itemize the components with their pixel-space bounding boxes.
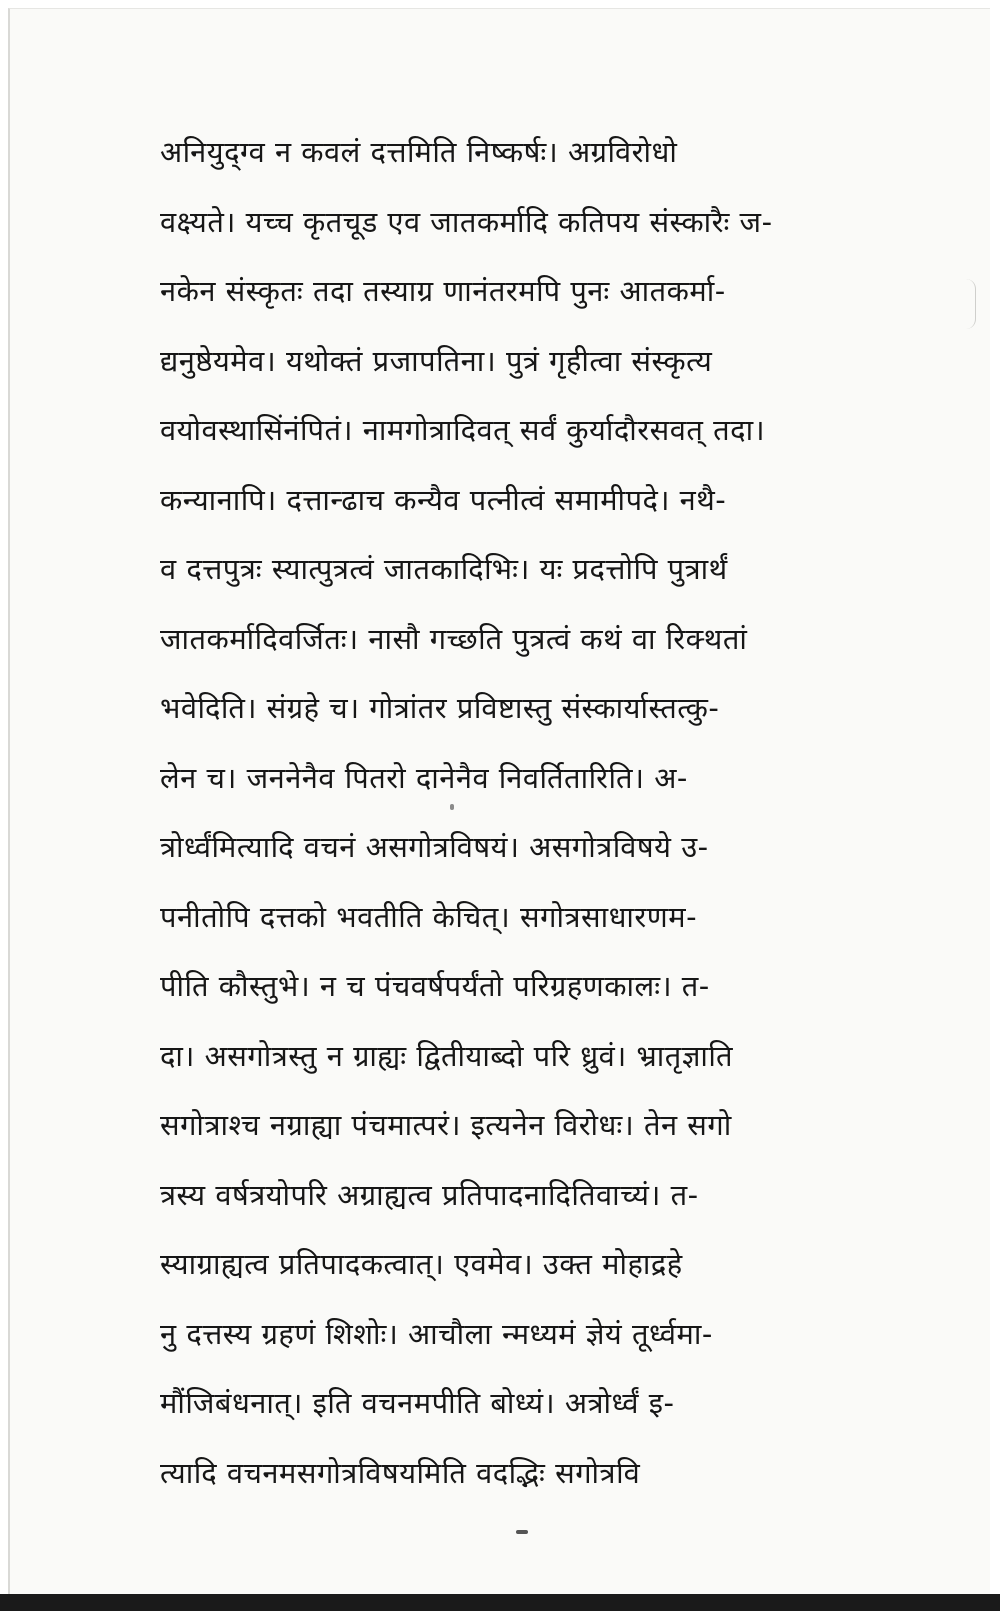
manuscript-line: लेन च। जननेनैव पितरो दानेनैव निवर्तितारिति। अ- [160,760,688,795]
manuscript-line: द्यनुष्ठेयमेव। यथोक्तं प्रजापतिना। पुत्रं गृहीत्वा संस्कृत्य [160,343,713,378]
manuscript-line: सगोत्राश्च नग्राह्या पंचमात्परं। इत्यनेन विरोधः। तेन सगो [160,1108,732,1142]
scan-border-bottom [0,1594,1000,1611]
manuscript-line: दा। असगोत्रस्तु न ग्राह्यः द्वितीयाब्दो परि ध्रुवं। भ्रातृज्ञाति [160,1038,733,1073]
page-edge-mark [965,279,976,329]
manuscript-line: नु दत्तस्य ग्रहणं शिशोः। आचौला न्मध्यमं ज्ञेयं तूर्ध्वमा- [160,1316,713,1351]
manuscript-line: भवेदिति। संग्रहे च। गोत्रांतर प्रविष्टास्तु संस्कार्यास्तत्कु- [160,691,720,725]
manuscript-line: अनियुद्ग्व न कवलं दत्तमिति निष्कर्षः। अग्रविरोधो [160,135,678,169]
manuscript-line: त्रोर्ध्वंमित्यादि वचनं असगोत्रविषयं। असगोत्रविषये उ- [160,830,709,864]
manuscript-line: वक्ष्यते। यच्च कृतचूड एव जातकर्मादि कतिपय संस्कारैः ज- [160,204,773,239]
manuscript-line: त्यादि वचनमसगोत्रविषयमिति वदद्भिः सगोत्रवि [160,1455,641,1490]
manuscript-line: स्याग्राह्यत्व प्रतिपादकत्वात्। एवमेव। उक्त मोहाद्रहे [160,1247,683,1281]
manuscript-page [8,8,990,1594]
manuscript-line: त्रस्य वर्षत्रयोपरि अग्राह्यत्व प्रतिपादनादितिवाच्यं। त- [160,1177,699,1212]
manuscript-line: नकेन संस्कृतः तदा तस्याग्र णानंतरमपि पुनः आतकर्मा- [160,274,726,308]
manuscript-line: मौंजिबंधनात्। इति वचनमपीति बोध्यं। अत्रोर्ध्वं इ- [160,1386,675,1420]
manuscript-line: पनीतोपि दत्तको भवतीति केचित्। सगोत्रसाधारणम- [160,899,698,934]
manuscript-line: व दत्तपुत्रः स्यात्पुत्रत्वं जातकादिभिः। यः प्रदत्तोपि पुत्रार्थं [160,552,728,586]
ink-smudge [516,1530,528,1534]
manuscript-line: वयोवस्थासिंनंपितं। नामगोत्रादिवत् सर्वं कुर्यादौरसवत् तदा। [160,413,766,447]
manuscript-line: जातकर्मादिवर्जितः। नासौ गच्छति पुत्रत्वं कथं वा रिक्थतां [160,621,748,656]
manuscript-text-block [160,127,890,1517]
manuscript-line: पीति कौस्तुभे। न च पंचवर्षपर्यंतो परिग्रहणकालः। त- [160,969,710,1003]
manuscript-line: कन्यानापि। दत्तान्ढाच कन्यैव पत्नीत्वं समामीपदे। नथै- [160,482,727,517]
